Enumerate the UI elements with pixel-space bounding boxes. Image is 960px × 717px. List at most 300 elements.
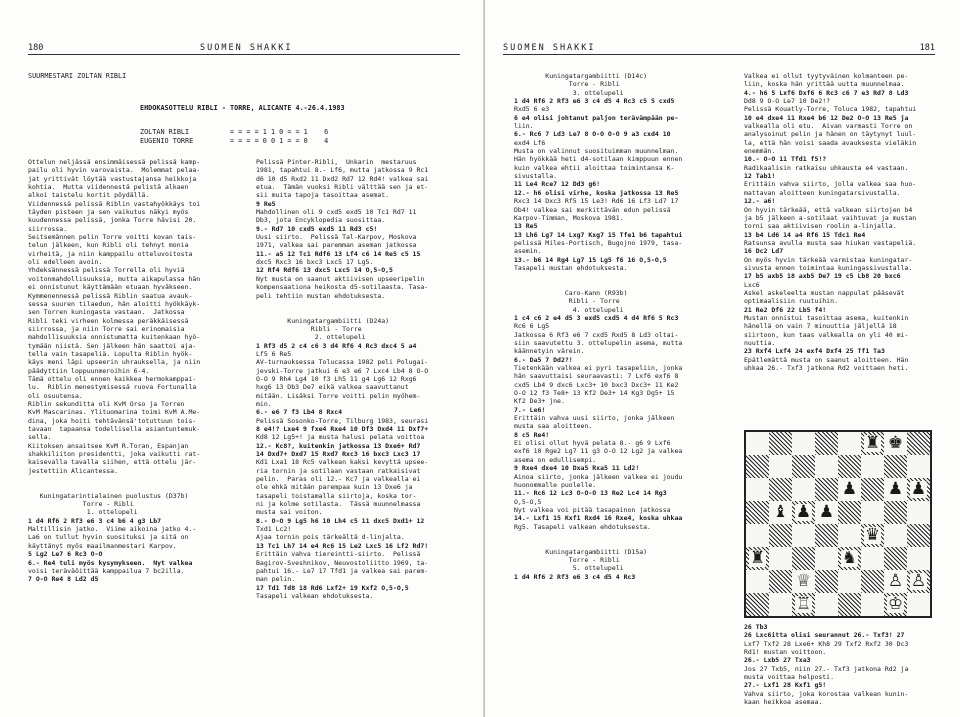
- board-square: [861, 432, 884, 455]
- text-line: ja b5 jälkeen a-sotilaat vaihtuvat ja mustan: [744, 213, 917, 222]
- text-line: 9 Rxe4 dxe4 10 Dxa5 Rxa5 11 Ld2!: [514, 464, 640, 473]
- text-line: torni saa aktiivisen roolin a-linjalla.: [744, 222, 897, 231]
- board-square: [861, 547, 884, 570]
- text-line: analysoinut pelin ja hänen on täytynyt luul-: [744, 130, 917, 139]
- text-line: 5 Lg2 Le7 6 Rc3 O-O: [28, 550, 103, 559]
- text-line: mahdollisuuksia onnistumatta kuitenkaan hyö-: [28, 333, 201, 342]
- chess-piece-icon: ♙: [887, 571, 904, 591]
- text-line: Caro-Kann (R93b): [514, 288, 628, 297]
- board-square: [769, 524, 792, 547]
- text-line: 17 Td1 Td8 18 Rd6 Lxf2+ 19 Kxf2 O,5-O,5: [256, 583, 409, 592]
- board-square: [792, 570, 815, 593]
- text-line: Ainoa siirto, jonka jälkeen valkea ei joudu: [514, 472, 683, 481]
- board-square: [838, 524, 861, 547]
- board-square: [838, 547, 861, 570]
- text-line: Erittäin vahva tiereintti-siirto. Pelissä: [256, 550, 421, 559]
- text-line: [256, 300, 471, 308]
- text-line: 21 Re2 Df6 22 Lb5 f4!: [744, 305, 827, 314]
- text-line: sen Torren kuningasta vastaan. Jatkossa: [28, 308, 185, 317]
- text-line: pahtui 16.- Le7 17 Tfd1 ja valkea sai parem-: [256, 566, 429, 575]
- text-line: Lf5 6 Re5: [256, 349, 292, 358]
- chess-piece-icon: ♙: [910, 571, 927, 591]
- text-line: 12.- a6!: [744, 197, 776, 206]
- text-line: Torre - Ribli: [514, 555, 620, 564]
- text-line: hänellä on vain 7 minuuttia jäljellä 18: [744, 322, 897, 331]
- text-line: peli tehtiin mustan ehdotuksesta.: [256, 291, 386, 300]
- text-line: 8.- O-O 9 Lg5 h6 10 Lh4 c5 11 dxc5 Dxd1+ 12: [256, 516, 425, 525]
- text-line: huonommalle puolelle.: [514, 480, 597, 489]
- text-line: min.: [256, 399, 272, 408]
- text-line: Kymmenennessä pelissä Riblin saatua avauk-: [28, 291, 193, 300]
- text-line: 1. ottelupeli: [28, 508, 138, 517]
- text-line: Pelissä Kouatly-Torre, Toluca 1982, tapahtui: [744, 105, 917, 114]
- board-square: [907, 547, 930, 570]
- text-line: Valkea ei ollut tyytyväinen kolmanteen pe-: [744, 72, 909, 80]
- chess-piece-icon: ♟: [841, 479, 858, 499]
- text-line: Tietenkään valkea ei pyri tasapeliin, jonka: [514, 364, 683, 373]
- text-line: Ottelun neljässä ensimmäisessä pelissä kamp-: [28, 158, 201, 166]
- board-square: [861, 593, 884, 616]
- text-line: exf6 10 Rge2 Lg7 11 g3 O-O 12 Lg2 ja valkea: [514, 447, 683, 456]
- match-title: EHDOKASOTTELU RIBLI - TORRE, ALICANTE 4.-26.4.1983: [140, 104, 345, 112]
- text-line: telun jälkeen, kun Ribli oli tehnyt monia: [28, 241, 189, 250]
- text-line: mitään. Lisäksi Torre voitti pelin myöhem-: [256, 391, 421, 400]
- text-line: 12.- Kc8?, kuitenkin jatkossa 13 Dxe6+ Rd7: [256, 441, 421, 450]
- text-line: Dd8 9 O-O Le7 10 De2!?: [744, 97, 831, 106]
- text-line: ni ja kolme sotilasta. Tässä muunnelmassa: [256, 500, 421, 509]
- text-line: käyttänyt myös maailmanmestari Karpov.: [28, 541, 177, 550]
- board-square: [861, 501, 884, 524]
- page-gutter: [483, 0, 485, 717]
- board-square: [746, 570, 769, 593]
- text-line: 1 d4 Rf6 2 Rf3 e6 3 c4 d5 4 Rc3: [514, 572, 636, 581]
- text-line: Kiitoksen ansaitsee KvM R.Toran, Espanjan: [28, 441, 189, 450]
- text-line: 6.- Da5 7 Dd2?!: [514, 355, 573, 364]
- text-line: Tämä ottelu oli ennen kaikkea hermokamppai-: [28, 374, 197, 383]
- text-line: 14.- Lxf1 15 Kxf1 Rxd4 16 Rxe4, koska uhkaa: [514, 514, 683, 523]
- text-line: 13 b4 Ld6 14 a4 Rf6 15 Tdc1 Re4: [744, 230, 866, 239]
- text-line: 6.- Rc6 7 Ld3 Le7 8 O-O O-O 9 a3 cxd4 10: [514, 130, 671, 139]
- text-line: d6 10 d5 Rxd2 11 Dxd2 Rd7 12 Rd4! valkea sai: [256, 174, 429, 183]
- score-row-ribli: ZOLTAN RIBLI = = = = 1 1 0 = = 1 6: [140, 128, 329, 136]
- text-line: Radikaalisin ratkaisu uhkausta e4 vastaan.: [744, 163, 909, 172]
- text-line: 1 d4 Rf6 2 Rf3 e6 3 c4 d5 4 Rc3 c5 5 cxd5: [514, 97, 675, 106]
- board-square: [884, 547, 907, 570]
- text-line: Tasapeli mustan ehdotuksesta.: [514, 263, 628, 272]
- score-row-torre: EUGENIO TORRE = = = = 0 0 1 = = 0 4: [140, 137, 329, 145]
- text-line: Nyt valkea voi pitää tasapainon jatkossa: [514, 505, 671, 514]
- text-line: 12 Rf4 Rdf6 13 dxc5 Lxc5 14 O,5-O,5: [256, 266, 393, 275]
- text-line: pelissä Miles-Portisch, Bugojno 1979, tasa-: [514, 238, 683, 247]
- text-line: Db4! valkea sai merkittävän edun pelissä: [514, 205, 671, 214]
- text-line: 13 Lh6 Lg7 14 Lxg7 Kxg7 15 Tfe1 b6 tapahtui: [514, 230, 683, 239]
- text-line: Vahva siirto, joka korostaa valkean kunin-: [744, 689, 909, 698]
- board-square: [815, 478, 838, 501]
- text-line: [514, 281, 734, 289]
- board-square: [746, 432, 769, 455]
- chess-piece-icon: ♟: [910, 479, 927, 499]
- text-line: 3. ottelupeli: [514, 88, 624, 97]
- board-square: [769, 455, 792, 478]
- board-square: [861, 570, 884, 593]
- text-line: Rxc3 14 Dxc3 Rf5 15 Le3! Rd6 16 Lf3 Ld7 17: [514, 197, 679, 206]
- chess-piece-icon: ♟: [887, 479, 904, 499]
- text-line: sivusta ennen toimintaa kuningassivustalla.: [744, 263, 913, 272]
- text-line: hän saavuttaisi seuraavasti: 7 Lxf6 exf6 8: [514, 372, 679, 381]
- text-line: sessa suuren tilaedun, hän aloitti hyökkäyk-: [28, 299, 201, 308]
- board-square: [907, 501, 930, 524]
- chess-piece-icon: ♖: [795, 594, 812, 614]
- text-line: Jatkossa 6 Rf3 e6 7 cxd5 Rxd5 8 Ld3 oltai-: [514, 330, 679, 339]
- board-square: [907, 524, 930, 547]
- left-page-number: 180: [28, 43, 44, 53]
- text-line: 11 Le4 Rce7 12 Dd3 g6!: [514, 180, 601, 189]
- text-line: 11.- Rc6 12 Lc3 O-O-O 13 Re2 Lc4 14 Rg3: [514, 489, 667, 498]
- text-line: O-O 12 f3 Te8+ 13 Kf2 De3+ 14 Kg3 Dg5+ 15: [514, 389, 675, 398]
- board-square: [815, 455, 838, 478]
- text-line: Jos 27 Txb5, niin 27.- Txf3 jatkona Rd2 ja: [744, 664, 909, 673]
- text-line: asemin.: [514, 247, 542, 256]
- board-square: [792, 432, 815, 455]
- board-square: [792, 455, 815, 478]
- board-square: [746, 455, 769, 478]
- board-square: [815, 547, 838, 570]
- left-running-title: SUOMEN SHAKKI: [200, 43, 293, 53]
- text-line: siirrossa, ja niin Torre sai erinomaisia: [28, 324, 185, 333]
- text-line: Musta on valinnut suosituimman muunnelman.: [514, 147, 679, 156]
- board-square: [746, 524, 769, 547]
- text-line: oli osuutensa.: [28, 391, 83, 400]
- text-line: Ratsunsa avulla musta saa hiukan vastapeliä.: [744, 238, 917, 247]
- board-square: [838, 432, 861, 455]
- text-line: Riblin sekunditta oli KvM Orso ja Torren: [28, 399, 185, 408]
- text-line: Rc6 6 Lg5: [514, 322, 550, 331]
- chess-piece-icon: ♞: [841, 548, 858, 568]
- board-square: [769, 593, 792, 616]
- left-column-2: [256, 158, 471, 600]
- text-line: 7 O-O Re4 8 Ld2 d5: [28, 575, 99, 584]
- text-line: hxg6 13 Db3 De7 eikä valkea saavuttanut: [256, 383, 409, 392]
- text-line: Kuningatargambiitti (D14c): [514, 72, 648, 80]
- text-line: shakkiliiton presidentti, joka vaikutti rat-: [28, 450, 201, 459]
- text-line: Ajaa tornin pois tärkeältä d-linjalta.: [256, 533, 405, 542]
- text-line: kaan heikkoa asemaa.: [744, 698, 823, 707]
- left-column-1: [28, 158, 243, 584]
- chess-piece-icon: ♔: [887, 594, 904, 614]
- board-square: [769, 501, 792, 524]
- text-line: 26 Tb3: [744, 623, 768, 631]
- text-line: tymään niistä. Sen jälkeen hän saattoi aja-: [28, 341, 197, 350]
- board-square: [838, 501, 861, 524]
- text-line: dxc5 Rxc3 16 bxc3 Lxc5 17 Lg5.: [256, 258, 374, 267]
- chess-piece-icon: ♛: [864, 525, 881, 545]
- text-line: jestettiin Alicantessa.: [28, 466, 119, 475]
- text-line: Kuningatarintialainen puolustus (D37b): [28, 491, 189, 500]
- text-line: 1981, tapahtui 8.- Lf6, mutta jatkossa 9 Rc1: [256, 166, 429, 175]
- text-line: pailu oli hyvin varovaista. Molemmat pelaa-: [28, 166, 201, 175]
- text-line: optimaalisiin ruutuihin.: [744, 297, 838, 306]
- board-square: [769, 432, 792, 455]
- text-line: pelin. Paras oli 12.- Kc7 ja valkealla ei: [256, 475, 421, 484]
- right-running-title: SUOMEN SHAKKI: [503, 43, 596, 53]
- text-line: kuudennessa pelissä, jonka Torre hävisi 20.: [28, 216, 197, 225]
- board-square: [907, 570, 930, 593]
- text-line: On hyvin tärkeää, että valkean siirtojen b4: [744, 205, 913, 214]
- text-line: voisi teräväöittää kamppailua 7 bc2illa.: [28, 566, 185, 575]
- text-line: liin.: [514, 122, 534, 131]
- text-line: Pelissä Pinter-Ribli, Unkarin mestaruus: [256, 158, 417, 166]
- board-square: [769, 570, 792, 593]
- text-line: 7.- Le6!: [514, 405, 546, 414]
- text-line: Kuningatargambiitti (D24a): [256, 316, 390, 325]
- text-line: Torre - Ribli: [514, 80, 620, 89]
- text-line: Karpov-Timman, Moskova 1981.: [514, 213, 624, 222]
- board-square: [838, 570, 861, 593]
- text-line: 10 e4 dxe4 11 Rxe4 b6 12 De2 O-O 13 Re5 ja: [744, 113, 909, 122]
- board-square: [815, 432, 838, 455]
- text-line: la, että hän voisi saada avauksesta vieläkin: [744, 138, 917, 147]
- left-running-head: [28, 42, 460, 55]
- text-line: Lxf7 Txf2 28 Lxe6+ Kh8 29 Txf2 Rxf2 30 Dc3: [744, 639, 909, 648]
- board-square: [746, 478, 769, 501]
- text-line: 1 Rf3 d5 2 c4 c6 3 d4 Rf6 4 Rc3 dxc4 5 a4: [256, 341, 417, 350]
- board-square: [838, 478, 861, 501]
- text-line: Torre - Ribli: [28, 500, 134, 509]
- board-square: [792, 478, 815, 501]
- text-line: musta voittaa helposti.: [744, 673, 835, 682]
- right-column-2: [744, 72, 944, 372]
- text-line: O-O 9 Rh4 Lg4 10 f3 Lh5 11 g4 Lg6 12 Rxg6: [256, 374, 417, 383]
- text-line: alkoi taistelu kortit pöydällä.: [28, 191, 150, 200]
- text-line: Epätlemättä musta on saanut aloitteen. Hän: [744, 355, 909, 364]
- text-line: [256, 308, 471, 316]
- text-line: [514, 531, 734, 539]
- text-line: kaisevalla tavalla siihen, että ottelu jär-: [28, 458, 197, 467]
- board-square: [907, 478, 930, 501]
- board-square: [884, 570, 907, 593]
- text-line: 5. ottelupeli: [514, 564, 624, 573]
- board-square: [815, 501, 838, 524]
- text-line: asema on edullisempi.: [514, 455, 597, 464]
- text-line: 10.- O-O 11 Tfd1 f5!?: [744, 155, 827, 164]
- text-line: siirtoon, kun taas valkealla on yli 40 mi-: [744, 330, 909, 339]
- text-line: Mustan onnistui tasoittaa asema, kuitenkin: [744, 313, 909, 322]
- text-line: oli edelleen avoin.: [28, 258, 103, 267]
- board-square: [815, 524, 838, 547]
- chess-piece-icon: ♜: [749, 548, 766, 568]
- text-line: Rg5. Tasapeli valkean ehdotuksesta.: [514, 522, 651, 531]
- right-running-head: [503, 42, 935, 55]
- text-line: 26 Lxc6itta olisi seurannut 26.- Txf3! 27: [744, 631, 905, 640]
- text-line: sii muita tapoja tasoittaa asemat.: [256, 191, 390, 200]
- text-line: lu. Riblin menestymisessä ruova Fortunalla: [28, 383, 197, 392]
- board-square: [792, 524, 815, 547]
- text-line: 17 b5 axb5 18 axb5 De7 19 c5 Lb8 20 bxc6: [744, 272, 901, 281]
- text-line: musta saa aloitteen.: [514, 422, 593, 431]
- text-line: sivustalla.: [514, 172, 558, 181]
- board-square: [838, 455, 861, 478]
- text-line: musta sai voiton.: [256, 508, 323, 517]
- board-square: [815, 570, 838, 593]
- text-line: sella.: [28, 433, 52, 442]
- text-line: 12 Tab1!: [744, 172, 776, 181]
- text-line: kuin valkea ehtii aloittaa toimintansa K-: [514, 163, 675, 172]
- text-line: 13 Tc1 Lh7 14 e4 Rc6 15 Le2 Lxc5 16 Lf2 Rd7!: [256, 541, 429, 550]
- text-line: Erittäin vahva siirto, jolla valkea saa huo-: [744, 180, 917, 189]
- text-line: Ribli - Torre: [256, 324, 362, 333]
- text-line: käännetyin värein.: [514, 347, 585, 356]
- text-line: liin, koska hän yrittää uutta muunnelmaa.: [744, 80, 905, 89]
- text-line: AV-turnauksessa Tolucassa 1982 peli Polugai-: [256, 358, 429, 367]
- chess-piece-icon: ♜: [864, 433, 881, 453]
- board-square: [861, 478, 884, 501]
- board-square: [884, 478, 907, 501]
- chess-piece-icon: ♚: [887, 433, 904, 453]
- text-line: käys meni läpi upseerin uhrauksella, ja niin: [28, 358, 201, 367]
- text-line: Yhdeksännessä pelissä Torrella oli hyviä: [28, 266, 185, 275]
- text-line: Viidennessä pelissä Riblin vastahyökkäys toi: [28, 199, 201, 208]
- board-square: [746, 593, 769, 616]
- text-line: Kf2 De3+ jne.: [514, 397, 565, 406]
- text-line: O,5-O,5: [514, 497, 542, 506]
- text-line: Db3, jota Encyklopedia suosittaa.: [256, 216, 386, 225]
- text-line: jat yrittivät löytää vastustajansa heikkoja: [28, 174, 197, 183]
- chess-piece-icon: ♝: [772, 502, 789, 522]
- text-line: Askel askeleelta mustan nappulat pääsevät: [744, 288, 905, 297]
- board-square: [884, 524, 907, 547]
- text-line: cxd5 Lb4 9 dxc6 Lxc3+ 10 bxc3 Dxc3+ 11 Ke2: [514, 380, 679, 389]
- text-line: 1 d4 Rf6 2 Rf3 e6 3 c4 b6 4 g3 Lb7: [28, 516, 162, 525]
- text-line: 16 Dc2 Ld7: [744, 247, 784, 256]
- text-line: Pelissä Sosonko-Torre, Tilburg 1983, seurasi: [256, 416, 429, 425]
- text-line: Kd8 12 Lg5+! ja musta halusi pelata voittoa: [256, 433, 425, 442]
- text-line: mattavan aloitteen kuningatarsivustalla.: [744, 188, 901, 197]
- text-line: 13 Re5: [514, 222, 538, 231]
- text-line: täyden pisteen ja sen vaikutus näkyi myös: [28, 208, 189, 217]
- text-line: exd4 Lf6: [514, 138, 546, 147]
- text-line: Erittäin vahva uusi siirto, jonka jälkeen: [514, 414, 675, 423]
- board-square: [861, 455, 884, 478]
- text-line: valkealla oli etu. Aivan varmasti Torre on: [744, 122, 913, 131]
- text-line: etua. Tämän vuoksi Ribli välttää sen ja et-: [256, 183, 429, 192]
- text-line: Tasapeli valkean ehdotuksesta.: [256, 591, 374, 600]
- board-square: [884, 455, 907, 478]
- text-line: 12.- h6 olisi virhe, koska jatkossa 13 Re5: [514, 188, 679, 197]
- text-line: Hän hyökkää heti d4-sotilaan kimppuun ennen: [514, 155, 683, 164]
- text-line: Mahdollinen oli 9 cxd5 exd5 10 Tc1 Rd7 11: [256, 208, 417, 217]
- text-line: [28, 483, 243, 491]
- text-line: Lxc6: [744, 280, 760, 289]
- text-line: 1 c4 c6 2 e4 d5 3 exd5 cxd5 4 d4 Rf6 5 Rc3: [514, 313, 679, 322]
- board-square: [907, 432, 930, 455]
- text-line: päädyttiin loppuunmeroihin 6-4.: [28, 366, 150, 375]
- board-square: [792, 547, 815, 570]
- text-line: kompensaationa heikosta d5-sotilaasta. Tasa-: [256, 283, 429, 292]
- text-line: tasapeli toistamalla siirtoja, koska tor-: [256, 491, 417, 500]
- text-line: Ei olisi ollut hyvä pelata 8.- g6 9 Lxf6: [514, 439, 671, 448]
- board-square: [907, 455, 930, 478]
- text-line: jevski-Torre jatkui 6 e3 e6 7 Lxc4 Lb4 8 O-O: [256, 366, 429, 375]
- text-line: ei onnistunut käyttämään etuaan hyväkseen.: [28, 283, 193, 292]
- text-line: [514, 539, 734, 547]
- board-square: [907, 593, 930, 616]
- text-line: [28, 475, 243, 483]
- text-line: 9.- Rd7 10 cxd5 exd5 11 Rd3 c5!: [256, 224, 378, 233]
- text-line: [514, 272, 734, 280]
- board-square: [838, 593, 861, 616]
- right-column-1: [514, 72, 734, 581]
- board-square: [884, 593, 907, 616]
- board-square: [861, 524, 884, 547]
- board-square: [746, 547, 769, 570]
- text-line: Kuningatargambiitti (D15a): [514, 547, 648, 556]
- board-square: [815, 593, 838, 616]
- board-square: [792, 501, 815, 524]
- text-line: 1971, valkea sai paremman aseman jatkossa: [256, 241, 417, 250]
- text-line: uhkaa 26.- Txf3 jatkona Rd2 voittaen heti.: [744, 364, 909, 373]
- text-line: enemmän.: [744, 147, 776, 156]
- right-page-number: 181: [919, 43, 935, 53]
- text-line: dina, joka hoiti tehtävänsä'totuttuun tois-: [28, 416, 197, 425]
- text-line: Rxd5 6 e3: [514, 105, 550, 114]
- text-line: Ribli teki virheen kolmessa peräkkäisessä: [28, 316, 189, 325]
- text-line: Seitsemännen pelin Torre voitti kovan tais-: [28, 233, 197, 242]
- board-square: [884, 501, 907, 524]
- text-line: 11.- a5 12 Tc1 Rdf6 13 Lf4 c6 14 Re5 c5 15: [256, 249, 421, 258]
- text-line: 6 e4 olisi johtanut paljon terävämpään pe-: [514, 113, 679, 122]
- text-line: 4. ottelupeli: [514, 305, 624, 314]
- right-column-2-continued: [744, 623, 944, 706]
- chess-piece-icon: ♟: [795, 502, 812, 522]
- text-line: 8 e4!? Lxe4 9 fxe4 Rxe4 10 Df3 Dxd4 11 Dxf7+: [256, 425, 429, 433]
- board-square: [769, 478, 792, 501]
- text-line: kohtia. Mutta viidennestä pelistä alkaen: [28, 183, 189, 192]
- text-line: Uusi siirto. Pelissä Tal-Karpov, Moskova: [256, 233, 417, 242]
- text-line: man pelin.: [256, 575, 296, 584]
- text-line: voitonmahdollisuuksia, mutta aikapulassa hän: [28, 274, 201, 283]
- text-line: tella vain tasapeliä. Lopulta Riblin hyök-: [28, 349, 193, 358]
- text-line: La6 on tullut hyvin suosituksi ja sitä on: [28, 533, 189, 542]
- text-line: 6.- e6 7 f3 Lb4 8 Rxc4: [256, 408, 343, 417]
- text-line: 4.- h6 5 Lxf6 Dxf6 6 Rc3 c6 7 e3 Rd7 8 Ld3: [744, 88, 909, 97]
- section-title: SUURMESTARI ZOLTAN RIBLI: [28, 72, 127, 80]
- text-line: Nyt musta on saanut aktiivisen upseeripelin: [256, 274, 425, 283]
- text-line: 26.- Lxb5 27 Txa3: [744, 656, 811, 665]
- text-line: ria tornin ja sotilaan vastaan ratkaisivat: [256, 466, 421, 475]
- chess-piece-icon: ♟: [818, 502, 835, 522]
- text-line: Rd1! mustan voittoon.: [744, 648, 827, 657]
- chess-diagram: [744, 430, 932, 618]
- text-line: ole ehkä mitään parempaa kuin 13 Dxe6 ja: [256, 483, 413, 492]
- board-square: [746, 501, 769, 524]
- text-line: siin saavutettu 3. ottelupelin asema, mutta: [514, 339, 683, 347]
- text-line: nuuttia.: [744, 339, 776, 347]
- text-line: Txd1 Lc2!: [256, 525, 292, 534]
- text-line: KvM Mascarinas. Ylituomarina toimi KvM A.Me-: [28, 408, 201, 417]
- text-line: virheitä, ja niin kamppailu otteluvoitosta: [28, 249, 193, 258]
- chess-piece-icon: ♕: [795, 571, 812, 591]
- text-line: 6.- Re4 tuli myös kysymykseen. Nyt valkea: [28, 558, 193, 567]
- text-line: Ribli - Torre: [514, 297, 620, 306]
- text-line: Maltillisin jatko. Viime aikoina jatko 4.-: [28, 525, 197, 534]
- text-line: 2. ottelupeli: [256, 333, 366, 342]
- text-line: tavaan tapaansa todellisella asiantuntemuk-: [28, 425, 201, 433]
- text-line: 23 Rxf4 Lxf4 24 exf4 Dxf4 25 Tf1 Ta3: [744, 347, 885, 356]
- board-square: [769, 547, 792, 570]
- board-square: [792, 593, 815, 616]
- text-line: Bagirov-Sveshnikov, Neuvostoliitto 1969, ta-: [256, 558, 429, 567]
- text-line: siirrossa.: [28, 224, 68, 233]
